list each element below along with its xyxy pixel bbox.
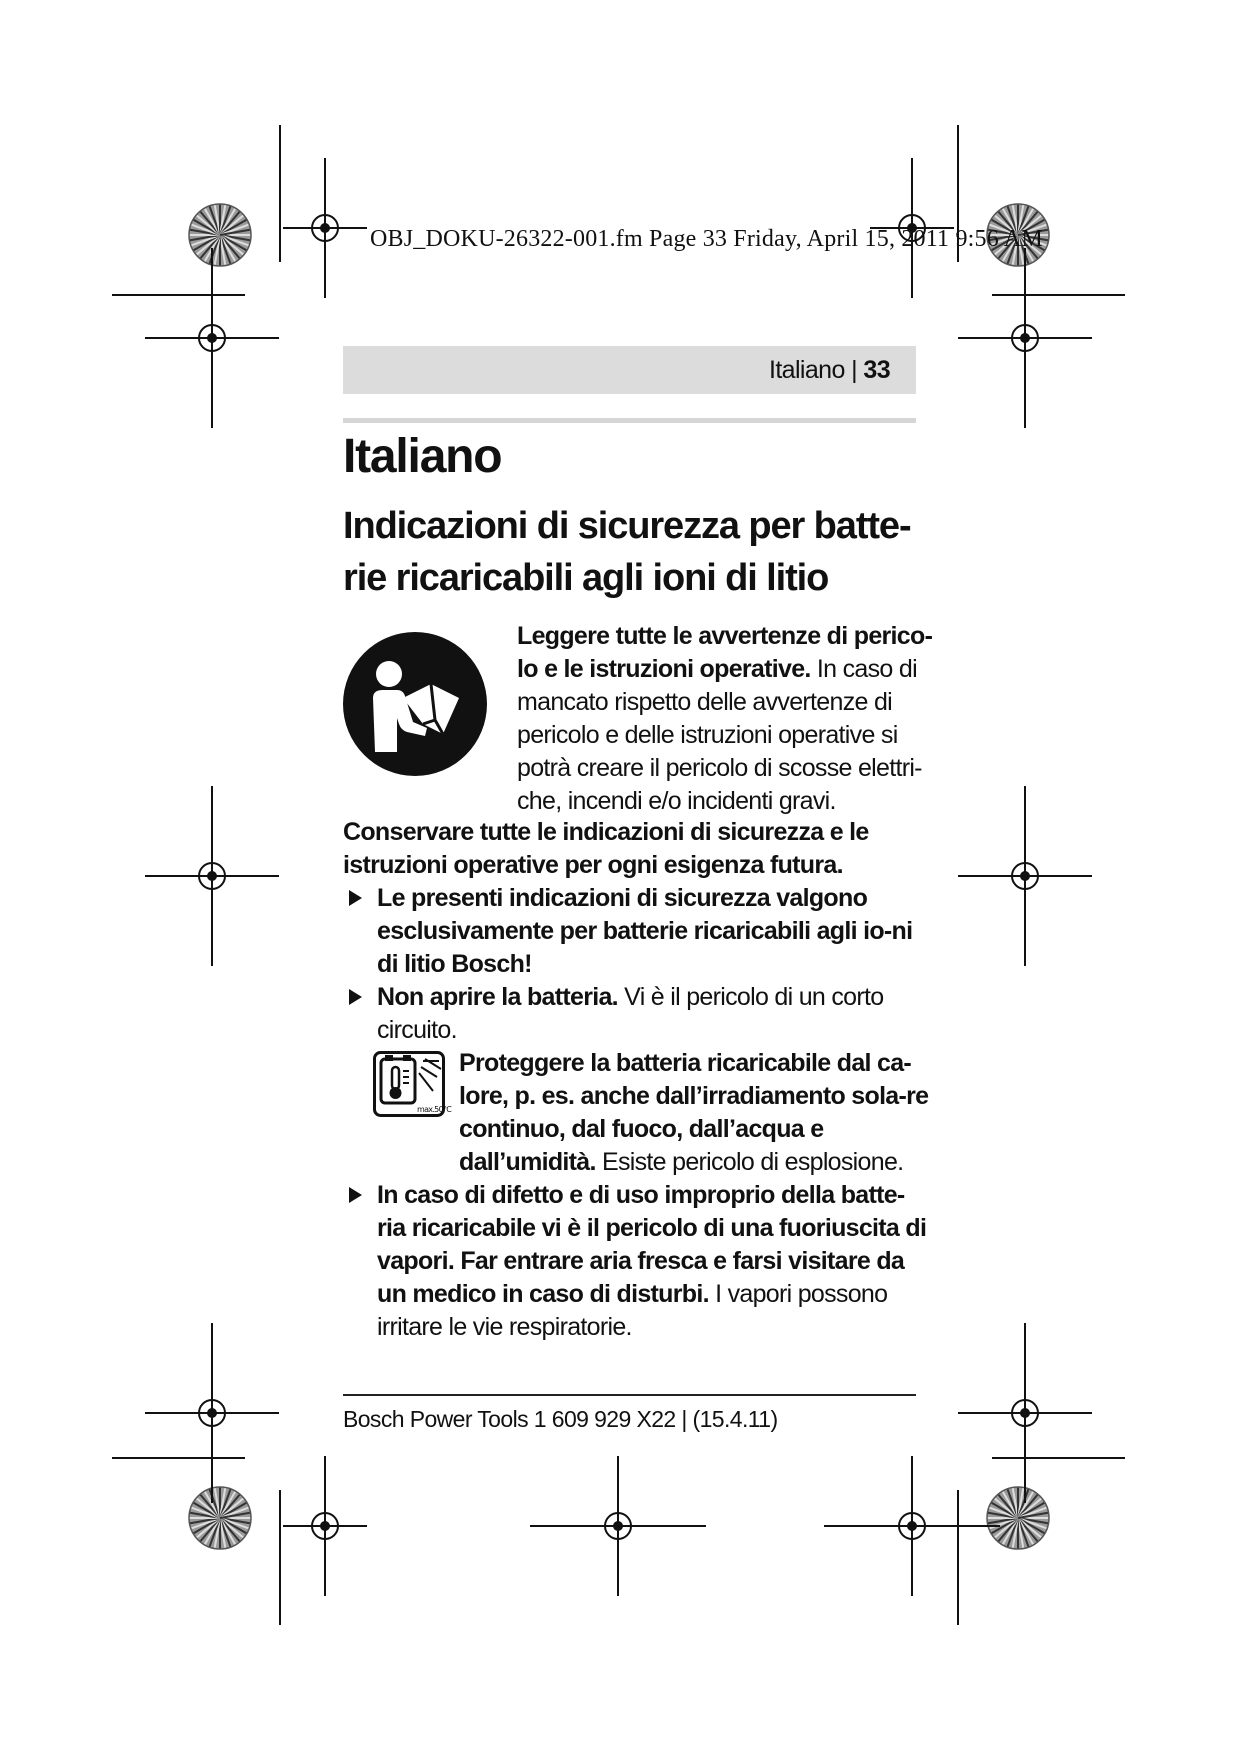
intro-block (343, 620, 933, 816)
page-title: Italiano (343, 430, 502, 483)
bullet-bold: Non aprire la batteria. (377, 983, 618, 1011)
color-registration-star-icon (987, 1487, 1049, 1549)
heat-icon-label: max.50°C (417, 1105, 452, 1114)
page-content (343, 426, 933, 1344)
print-slug-line: OBJ_DOKU-26322-001.fm Page 33 Friday, April 15, 2011 9:56 AM (370, 226, 1043, 252)
registration-target-icon (958, 248, 1092, 428)
heat-warning-block (343, 1047, 933, 1179)
color-registration-star-icon (189, 1487, 251, 1549)
registration-target-icon (145, 786, 279, 966)
heat-warning-body: Esiste pericolo di esplosione. (595, 1148, 904, 1176)
registration-target-icon (958, 786, 1092, 966)
registration-target-icon (145, 248, 279, 428)
bullet-bold: In caso di difetto e di uso improprio della batte-ria ricaricabile vi è il pericolo di una fuoriuscita di vapori. Far entrare aria fresca e farsi visitare da un medico in caso di disturbi. (377, 1181, 927, 1308)
bullet-triangle-icon (349, 890, 362, 906)
read-manual-icon (343, 632, 487, 776)
intro-bold: Leggere tutte le avvertenze di perico-lo e le istruzioni operative. (517, 622, 933, 683)
bullet-item (343, 1179, 933, 1344)
keep-notice (343, 816, 933, 882)
registration-target-icon (958, 1323, 1092, 1503)
heat-warning-bold: Proteggere la batteria ricaricabile dal ca-lore, p. es. anche dall’irradiamento sola-re continuo, dal fuoco, dall’acqua e dall’umidità. (459, 1049, 929, 1176)
bullet-bold: Le presenti indicazioni di sicurezza valgono esclusivamente per batterie ricaricabili agli io-ni di litio Bosch! (377, 884, 913, 978)
bullet-text: I vapori possono irritare le vie respiratorie. (377, 1280, 888, 1341)
heat-warning-text (459, 1047, 933, 1179)
header-rule (343, 418, 916, 423)
keep-notice-text: Conservare tutte le indicazioni di sicurezza e le istruzioni operative per ogni esigenza futura. (343, 818, 869, 879)
page-header-band (343, 346, 916, 394)
section-label: Italiano | (768, 356, 858, 384)
registration-target-icon (283, 158, 367, 298)
intro-body: In caso di mancato rispetto delle avvertenze di pericolo e delle istruzioni operative si potrà creare il pericolo di scosse elettri-che, incendi e/o incidenti gravi. (517, 655, 922, 815)
page-number: 33 (863, 356, 890, 384)
bullet-text: Vi è il pericolo di un corto circuito. (377, 983, 884, 1044)
color-registration-star-icon (189, 204, 251, 266)
section-heading-text: Indicazioni di sicurezza per batte- rie ricaricabili agli ioni di litio (343, 505, 911, 599)
page-header-label (769, 346, 916, 394)
footer-rule (343, 1394, 916, 1396)
registration-target-icon (145, 1323, 279, 1503)
registration-target-icon (283, 1456, 367, 1596)
bullet-triangle-icon (349, 989, 362, 1005)
bullet-item (343, 981, 933, 1047)
registration-target-icon (530, 1456, 706, 1596)
bullet-item (343, 882, 933, 981)
bullet-triangle-icon (349, 1187, 362, 1203)
intro-text (517, 620, 937, 818)
page-footer: Bosch Power Tools 1 609 929 X22 | (15.4.11) (343, 1406, 778, 1432)
registration-target-icon (824, 1456, 1000, 1596)
heat-protection-icon (373, 1051, 452, 1117)
section-heading (343, 500, 933, 604)
